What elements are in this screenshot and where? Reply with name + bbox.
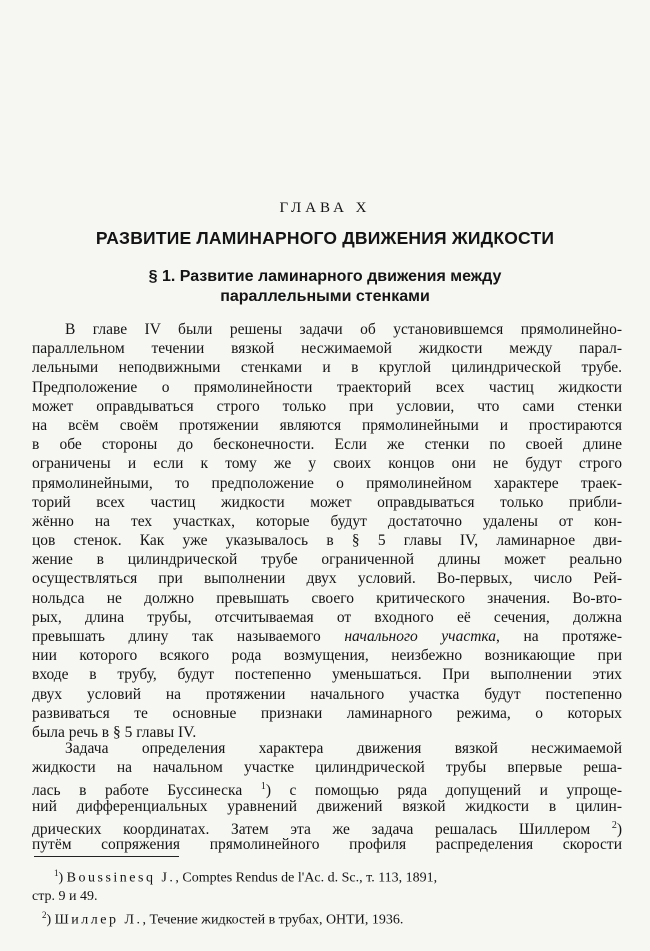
- paragraph-line: в обе стороны до бесконечности. Если же стенки по своей длине: [32, 436, 622, 454]
- paragraph-line: может оправдываться строго только при условии, что сами стенки: [32, 397, 622, 415]
- text-run: ) с помощью ряда допущений и упроще-: [265, 782, 623, 800]
- paragraph-line: Задача определения характера движения вязкой несжимаемой: [65, 740, 622, 757]
- paragraph-line: ограничены и если к тому же у своих концов они не будут строго: [32, 455, 622, 473]
- paragraph-line: нольдса не должно превышать своего критического значения. Во-вто-: [32, 589, 622, 607]
- footnote-1-continued: стр. 9 и 49.: [32, 888, 98, 904]
- text-run: ): [616, 820, 622, 838]
- text-run: , на протяже-: [496, 628, 622, 645]
- section-title-line-1: § 1. Развитие ламинарного движения между: [148, 268, 502, 285]
- paragraph-1: [32, 320, 622, 742]
- footnote-mark: 1: [54, 868, 59, 878]
- paragraph-line: цов стенок. Как уже указывалось в § 5 главы IV, ламинарное дви-: [32, 532, 622, 550]
- footnote-ref-2: 2: [611, 819, 617, 831]
- footnote-2: $^2$) Шиллер Л., Течение жидкостей в трубах, ОНТИ, 1936.: [42, 909, 404, 928]
- paragraph-line: осуществляться при выполнении двух условий. Во-первых, число Рей-: [32, 570, 622, 588]
- paragraph-line: жидкости на начальном участке цилиндрической трубы впервые реша-: [32, 759, 622, 777]
- paragraph-line: была речь в § 5 главы IV.: [32, 723, 197, 741]
- italic-term: начального участка: [344, 628, 497, 645]
- paragraph-line: [32, 777, 623, 800]
- paragraph-line: двух условий на протяжении начального участка будут постепенно: [32, 685, 622, 703]
- text-run: превышать длину так называемого: [32, 628, 345, 645]
- footnote-divider: [34, 856, 179, 857]
- paragraph-line: путём сопряжения прямолинейного профиля распределения скорости: [32, 835, 622, 853]
- paragraph-line: на всём своём протяжении являются прямолинейными и простираются: [32, 416, 622, 434]
- paragraph-line: входе в трубу, будут постепенно уменьшаться. При выполнении этих: [32, 666, 622, 684]
- paragraph-line: [32, 816, 622, 838]
- paragraph-line: жение в цилиндрической трубе ограниченной длины может реально: [32, 551, 622, 569]
- footnote-citation: , Течение жидкостей в трубах, ОНТИ, 1936.: [142, 912, 404, 928]
- paragraph-line: параллельном течении вязкой несжимаемой жидкости между парал-: [32, 340, 622, 358]
- footnote-ref-1: 1: [260, 781, 266, 793]
- paragraph-line: ний дифференциальных уравнений движений вязкой жидкости в цилин-: [32, 797, 622, 815]
- paragraph-line: Предположение о прямолинейности траекторий всех частиц жидкости: [32, 378, 622, 396]
- paragraph-line: торий всех частиц жидкости может оправдываться только прибли-: [32, 493, 622, 511]
- footnotes: [32, 864, 622, 929]
- footnote-author: Шиллер Л.: [54, 912, 143, 928]
- paragraph-line: развиваться те основные признаки ламинарного режима, о которых: [32, 704, 622, 722]
- paragraph-line: жённо на тех участках, которые будут достаточно удалены от кон-: [32, 512, 622, 530]
- footnote-mark: 2: [42, 909, 47, 920]
- paragraph-line: рых, длина трубы, отсчитываемая от входного её сечения, должна: [32, 608, 622, 626]
- paragraph-line: В главе IV были решены задачи об установившемся прямолинейно-: [65, 321, 622, 338]
- paragraph-2: [32, 739, 622, 854]
- paragraph-line: нии которого всякого рода возмущения, неизбежно возникающие при: [32, 647, 622, 665]
- text-run: лась в работе Буссинеска: [32, 782, 261, 800]
- section-title: [0, 267, 650, 307]
- chapter-title: РАЗВИТИЕ ЛАМИНАРНОГО ДВИЖЕНИЯ ЖИДКОСТИ: [95, 228, 555, 248]
- text-run: дрических координатах. Затем эта же задача решалась Шиллером: [32, 820, 612, 838]
- paragraph-line: [32, 627, 622, 646]
- footnote-author: Boussinesq J.: [66, 870, 176, 886]
- footnote-1: $^1$) Boussinesq J., Comptes Rendus de l'Ac. d. Sc., т. 113, 1891,: [54, 868, 438, 886]
- footnote-citation: , Comptes Rendus de l'Ac. d. Sc., т. 113, 1891,: [175, 870, 438, 886]
- paragraph-line: лельными неподвижными стенками и в круглой цилиндрической трубе.: [32, 359, 622, 377]
- section-title-line-2: параллельными стенками: [220, 288, 430, 305]
- chapter-label: ГЛАВА X: [279, 200, 371, 216]
- paragraph-line: прямолинейными, то предположение о прямолинейном характере траек-: [32, 474, 622, 492]
